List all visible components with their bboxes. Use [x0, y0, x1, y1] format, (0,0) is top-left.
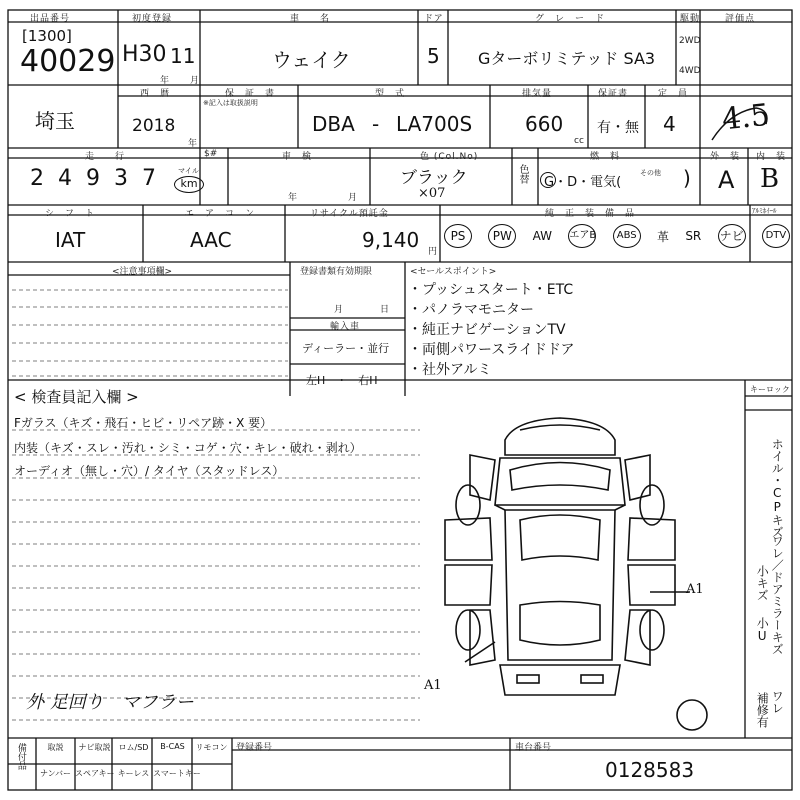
- model-year: 2018: [132, 116, 176, 136]
- accessory-item: ロム/SD: [118, 743, 149, 752]
- color-code: ×07: [418, 186, 446, 201]
- fuel: G・D・電気(: [544, 175, 622, 190]
- sales-point-item: ・パノラマモニター: [408, 302, 534, 318]
- equipment-item: ナビ: [718, 224, 746, 248]
- fuel-close: ): [683, 166, 691, 190]
- recycle-fee-label: リサイクル預託金: [310, 209, 389, 219]
- equipment-item: PS: [444, 224, 472, 248]
- auction-code: [1300]: [22, 27, 72, 45]
- caution-label: <注意事項欄>: [112, 267, 173, 277]
- air-conditioning: AAC: [190, 228, 232, 252]
- side-note-crack: ワレ: [770, 690, 785, 714]
- inspector-line-glass: Fガラス（キズ・飛石・ヒビ・リペア跡・X 要）: [14, 416, 273, 430]
- registration-number-label: 登録番号: [236, 743, 273, 753]
- equipment-item: エアB: [568, 224, 596, 248]
- import-label: 輸入車: [330, 322, 361, 332]
- mileage-label: 走 行: [85, 152, 126, 162]
- inspector-line-audio-tire: オーディオ（無し・穴）/ タイヤ（スタッドレス）: [14, 464, 285, 478]
- registration-month-unit: 月: [334, 305, 345, 315]
- mileage-unit-km: km: [174, 176, 204, 193]
- score: 4.5: [720, 97, 772, 138]
- fuel-label: 燃 料: [590, 152, 621, 162]
- mileage-digit: 4: [58, 166, 72, 191]
- mileage-digit: 9: [86, 166, 100, 191]
- diagram-mark-right: A1: [686, 582, 704, 597]
- drive-4wd: 4WD: [679, 66, 701, 76]
- exterior-grade: A: [718, 166, 735, 194]
- side-note-small-scratch: 小キズ: [755, 565, 770, 601]
- equipment-item: SR: [685, 229, 702, 243]
- fuel-other: その他: [640, 169, 661, 177]
- interior-grade: B: [760, 164, 780, 194]
- inspector-line-interior: 内装（キズ・スレ・汚れ・シミ・コゲ・穴・キレ・破れ・剥れ）: [14, 441, 362, 455]
- mileage-digits: [30, 166, 156, 191]
- accessories-side-label: 備付品: [15, 743, 26, 770]
- model-code: LA700S: [396, 112, 473, 136]
- equipment-item: ABS: [613, 224, 641, 248]
- ac-label: エ ア コ ン: [185, 209, 256, 219]
- model-dash: -: [372, 112, 380, 136]
- year-unit: 年: [160, 76, 171, 86]
- doors: 5: [427, 44, 440, 68]
- mileage-unit-mile: マイル: [178, 167, 199, 175]
- equipment-item: AW: [532, 229, 553, 243]
- side-note-wheel-scratch: ホイル・CPキズ: [770, 438, 785, 538]
- record-book-label: 保証書: [598, 89, 629, 99]
- accessory-item: 取説: [47, 743, 64, 752]
- sales-point-item: ・純正ナビゲーションTV: [408, 322, 566, 338]
- accessory-item: キーレス: [117, 769, 150, 778]
- accessories-top-row: [36, 742, 232, 753]
- registration-day-unit: 日: [380, 305, 391, 315]
- interior-label: 内 装: [756, 152, 787, 162]
- equipment-extra-label: ｱﾙﾐﾎｲｰﾙ: [752, 207, 777, 215]
- side-note-small-dent: 小U: [755, 617, 770, 643]
- grade: Gターボリミテッド SA3: [478, 49, 656, 68]
- recycle-fee: 9,140: [362, 228, 420, 252]
- accessory-item: スマートキー: [153, 769, 201, 778]
- sales-point-item: ・社外アルミ: [408, 362, 492, 378]
- import-type: ディーラー・並行: [302, 342, 390, 355]
- equipment-list: [444, 224, 790, 248]
- accessories-bottom-row: [36, 768, 232, 779]
- displacement: 660: [525, 112, 564, 136]
- mileage-digit: 2: [30, 166, 44, 191]
- score-label: 評価点: [725, 14, 756, 24]
- lot-number-label: 出品番号: [30, 14, 71, 24]
- grade-label: グ レ ー ド: [535, 14, 606, 24]
- lot-number: 40029: [20, 44, 116, 79]
- exterior-label: 外 装: [710, 152, 741, 162]
- drive-label: 駆動: [680, 14, 701, 24]
- recycle-fee-unit: 円: [428, 247, 438, 257]
- recolor-label: 色替: [517, 164, 528, 184]
- sales-point-item: ・プッシュスタート・ETC: [408, 282, 574, 298]
- first-registration-label: 初度登録: [132, 14, 173, 24]
- record-book: 有・無: [597, 120, 639, 136]
- inspection-month-unit: 月: [348, 193, 359, 203]
- warranty-book-label: 保 証 書: [225, 89, 276, 99]
- model-prefix: DBA: [312, 112, 355, 136]
- warranty-note: ※記入は取扱説明: [203, 99, 258, 107]
- month-unit: 月: [190, 76, 201, 86]
- chassis-number-label: 車台番号: [515, 743, 552, 753]
- car-name: ウェイク: [272, 48, 351, 72]
- color: ブラック: [400, 168, 468, 188]
- accessory-item: ナビ取説: [78, 743, 111, 752]
- mileage-digit: 7: [142, 166, 156, 191]
- accessory-item: リモコン: [195, 743, 228, 752]
- shift: IAT: [55, 228, 86, 252]
- displacement-label: 排気量: [522, 89, 553, 99]
- steering-side: 左H ・ 右H: [306, 374, 378, 387]
- drive-2wd: 2WD: [679, 36, 701, 46]
- equipment-item: PW: [488, 224, 516, 248]
- equipment-label: 純 正 装 備 品: [545, 209, 636, 219]
- inspection-label: 車 検: [282, 152, 313, 162]
- accessory-item: スペアキー: [75, 769, 115, 778]
- displacement-unit: cc: [574, 136, 584, 146]
- equipment-item: 革: [656, 229, 669, 244]
- year-label: 西 暦: [140, 89, 171, 99]
- color-label: 色 (Col.No): [420, 152, 479, 162]
- keylock-label: キーロック: [750, 385, 790, 394]
- registration-expiry-label: 登録書類有効期限: [300, 267, 373, 277]
- accessory-item: ナンバー: [39, 769, 72, 778]
- meter-label: $#: [204, 149, 218, 159]
- sales-points-list: [408, 280, 574, 380]
- diagram-mark-left: A1: [424, 678, 442, 693]
- sales-point-item: ・両側パワースライドドア: [408, 342, 575, 358]
- seats-label: 定 員: [658, 89, 689, 99]
- mileage-digit: 3: [114, 166, 128, 191]
- accessory-item: B-CAS: [160, 742, 185, 751]
- side-note-mirror-scratch: ワレ／ドアミラーキズ: [770, 535, 785, 655]
- prefecture: 埼玉: [35, 109, 75, 133]
- inspector-handwritten-note: 外 足回り マフラー: [26, 692, 194, 713]
- side-note-repaired: 補修有: [755, 692, 770, 728]
- shift-label: シ フ ト: [45, 209, 96, 219]
- car-name-label: 車 名: [290, 14, 331, 24]
- chassis-number: 0128583: [605, 758, 695, 782]
- car-diagram: [445, 418, 707, 730]
- sales-points-label: <セールスポイント>: [410, 267, 497, 277]
- model-year-unit: 年: [188, 139, 199, 149]
- doors-label: ドア: [424, 14, 444, 24]
- seats: 4: [663, 112, 676, 136]
- inspection-year-unit: 年: [288, 193, 299, 203]
- first-registration-month: 11: [170, 44, 196, 68]
- inspector-section-title: < 検査員記入欄 >: [14, 388, 139, 406]
- equipment-item: DTV: [762, 224, 790, 248]
- first-registration-year: H30: [122, 42, 167, 67]
- model-code-label: 型 式: [375, 89, 406, 99]
